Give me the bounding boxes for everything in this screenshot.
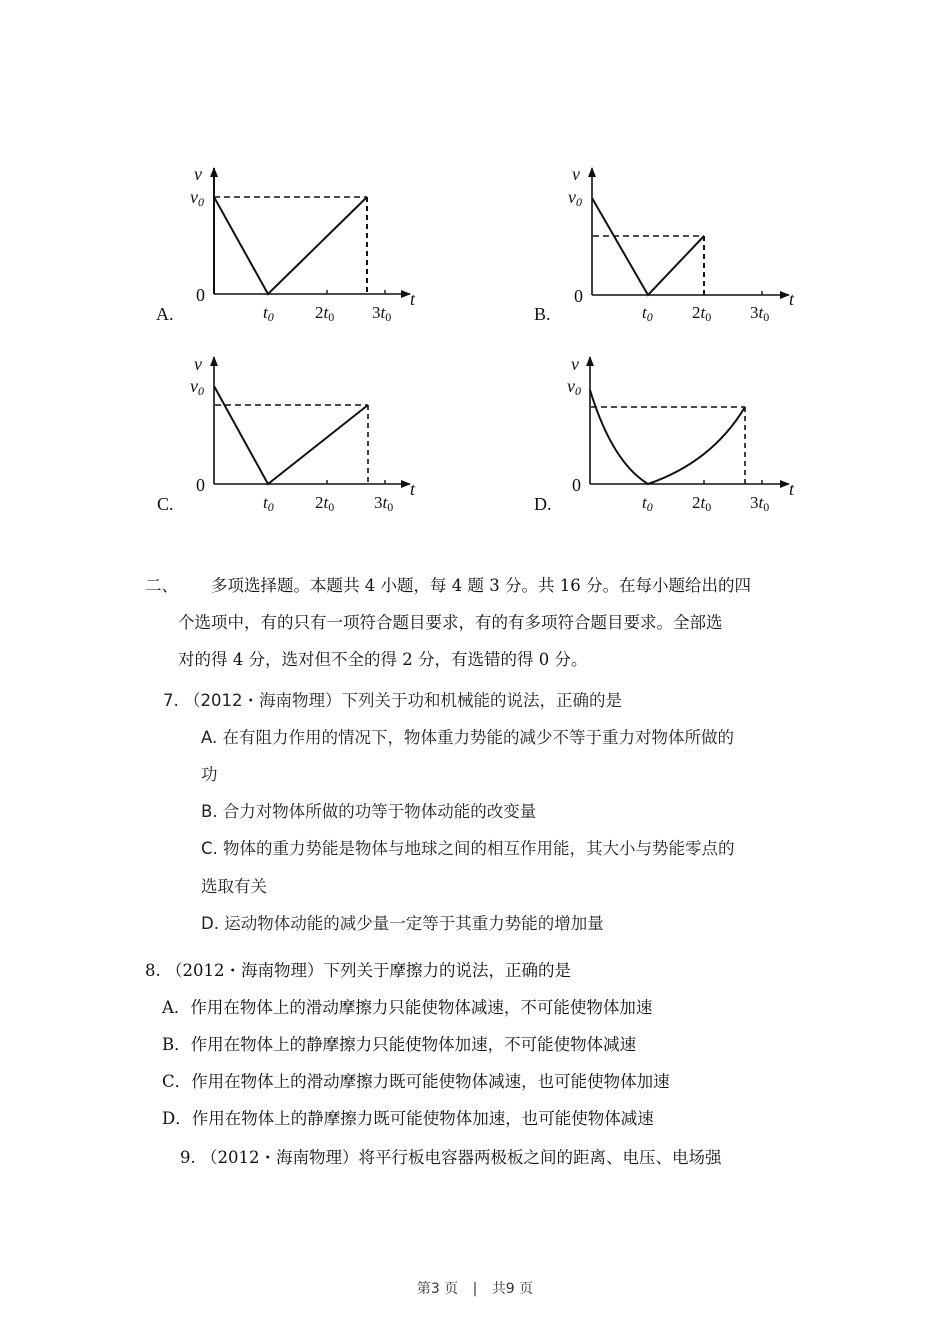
x-axis-label: t [789,479,795,499]
v0-label: v0 [190,376,204,398]
section-intro-line2: 个选项中，有的只有一项符合题目要求，有的有多项符合题目要求。全部选 [178,613,723,632]
x-axis-label: t [410,479,416,499]
y-axis-label: v [572,164,580,184]
tick-2t0: 2t0 [315,303,335,324]
v0-label: v0 [567,376,581,398]
tick-2t0: 2t0 [315,493,335,514]
tick-3t0: 3t0 [372,303,392,324]
q8-option-b: B．作用在物体上的静摩擦力只能使物体加速，不可能使物体减速 [162,1035,637,1054]
q7-option-b: B. 合力对物体所做的功等于物体动能的改变量 [201,802,537,821]
q7-option-d: D. 运动物体动能的减少量一定等于其重力势能的增加量 [201,914,604,933]
footer-separator: | [472,1281,478,1297]
total-pages: 共9 页 [491,1281,534,1297]
graph-c [157,354,416,514]
y-axis-label: v [571,354,579,374]
tick-3t0: 3t0 [750,303,770,324]
tick-2t0: 2t0 [692,303,712,324]
tick-t0: t0 [263,493,274,514]
x-axis-label: t [410,289,416,309]
option-letter: A. [156,304,174,324]
x-axis-label: t [789,289,795,309]
graph-a [156,164,416,324]
option-letter: B. [534,304,551,324]
section-intro-line3: 对的得 4 分，选对但不全的得 2 分，有选错的得 0 分。 [178,650,588,669]
graph-d [534,354,795,514]
tick-3t0: 3t0 [750,493,770,514]
origin-label: 0 [196,285,205,305]
y-axis-label: v [194,164,202,184]
q8-option-d: D．作用在物体上的静摩擦力既可能使物体加速，也可能使物体减速 [162,1109,654,1128]
current-page: 第3 页 [416,1281,459,1297]
vt-graphs [0,0,950,560]
v0-label: v0 [568,187,582,209]
origin-label: 0 [572,475,581,495]
v0-label: v0 [190,187,204,209]
q7-option-c-cont: 选取有关 [201,877,267,896]
section-intro-line1: 多项选择题。本题共 4 小题，每 4 题 3 分。共 16 分。在每小题给出的四 [211,576,751,595]
tick-2t0: 2t0 [692,493,712,514]
q7-option-a: A. 在有阻力作用的情况下，物体重力势能的减少不等于重力对物体所做的 [201,728,734,747]
origin-label: 0 [574,286,583,306]
section-number: 二、 [145,576,178,595]
y-axis-label: v [194,354,202,374]
q8-option-a: A．作用在物体上的滑动摩擦力只能使物体减速，不可能使物体加速 [162,998,653,1017]
q7-option-a-cont: 功 [201,765,218,784]
tick-t0: t0 [263,303,274,324]
tick-t0: t0 [642,493,653,514]
option-letter: D. [534,494,552,514]
q7-option-c: C. 物体的重力势能是物体与地球之间的相互作用能，其大小与势能零点的 [201,839,735,858]
option-letter: C. [157,494,174,514]
q8-option-c: C．作用在物体上的滑动摩擦力既可能使物体减速，也可能使物体加速 [162,1072,670,1091]
page-footer [0,1278,950,1298]
question-8-stem: 8. （2012・海南物理）下列关于摩擦力的说法，正确的是 [145,961,571,980]
question-7-stem: 7. （2012・海南物理）下列关于功和机械能的说法，正确的是 [163,691,622,710]
graph-b [534,164,795,324]
tick-3t0: 3t0 [374,493,394,514]
origin-label: 0 [196,475,205,495]
question-9-stem: 9. （2012・海南物理）将平行板电容器两极板之间的距离、电压、电场强 [180,1148,722,1167]
tick-t0: t0 [642,303,653,324]
